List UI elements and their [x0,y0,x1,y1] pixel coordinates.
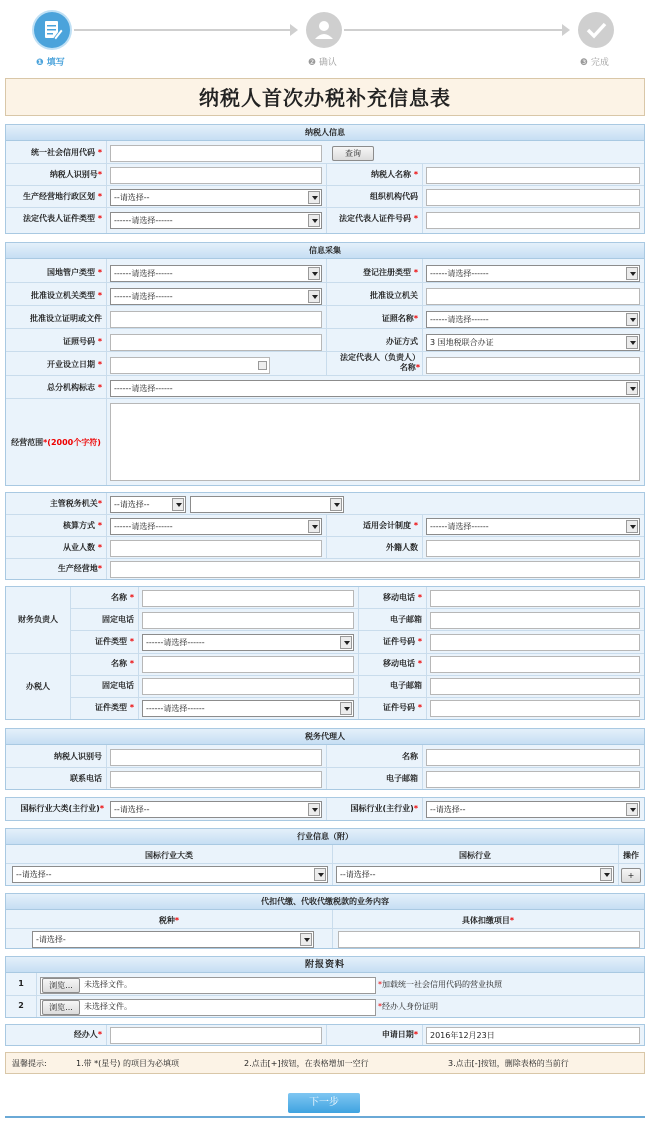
step-label-done: ❸ 完成 [580,58,609,68]
approve-type-select[interactable]: ------请选择------ [110,288,322,305]
label-apply-date: 申请日期* [381,1030,418,1039]
label-approve-doc: 批准设立证明或文件 [30,314,102,323]
label-org-code: 组织机构代码 [370,192,418,201]
label-agent-id: 纳税人识别号 [54,752,102,761]
label-fin-mobile: 移动电话 * [383,593,422,602]
tax-type-select[interactable]: -请选择- [32,931,314,948]
step-arrow [290,24,298,36]
section-title: 行业信息（附） [6,829,644,845]
label-fin-cert-no: 证件号码 * [383,637,422,646]
region-select[interactable]: --请选择-- [110,189,322,206]
edit-icon [34,12,70,48]
fin-name-input[interactable] [142,590,354,607]
agent-email-input[interactable] [426,771,640,788]
label-agent-phone: 联系电话 [70,774,102,783]
file-status-2: 未选择文件。 [84,1002,132,1011]
branch-select[interactable]: ------请选择------ [110,380,640,397]
withhold-item-input[interactable] [338,931,640,948]
label-industry-cat: 国标行业大类(主行业)* [20,804,104,813]
legal-cert-type-select[interactable]: ------请选择------ [110,212,322,229]
extra-industry-cat-select[interactable]: --请选择-- [12,866,328,883]
section-agent [5,728,645,790]
agent-name-input[interactable] [426,749,640,766]
label-taxpayer-name: 纳税人名称 * [371,170,418,179]
label-scope: 经营范围*(2000个字符) [11,438,101,447]
tax-office-select[interactable]: --请选择-- [110,496,186,513]
staff-input[interactable] [110,540,322,557]
tip-3: 3.点击[-]按钮，删除表格的当前行 [448,1059,569,1068]
calendar-icon[interactable] [258,361,267,370]
page-title: 纳税人首次办税补充信息表 [199,86,451,110]
h-cert-no-input[interactable] [430,700,640,717]
check-icon [578,12,614,48]
label-foreign: 外籍人数 [386,543,418,552]
progress-steps [0,0,650,72]
section-industry-extra [5,828,645,886]
label-cert-no: 证照号码 * [63,337,102,346]
h-email-input[interactable] [430,678,640,695]
apply-date-input[interactable]: 2016年12月23日 [426,1027,640,1044]
label-industry: 国标行业(主行业)* [350,804,418,813]
h-phone-input[interactable] [142,678,354,695]
label-fin-cert-type: 证件类型 * [95,637,134,646]
label-tax-office: 主管税务机关* [49,499,102,508]
label-site: 生产经营地* [57,564,102,573]
attach-no-2: 2 [18,1001,24,1010]
h-name-input[interactable] [142,656,354,673]
section-operator [5,1024,645,1046]
section-info-collection [5,242,645,486]
extra-industry-select[interactable]: --请选择-- [336,866,614,883]
cert-no-input[interactable] [110,334,322,351]
footer-divider [5,1116,645,1118]
tip-2: 2.点击[+]按钮，在表格增加一空行 [244,1059,369,1068]
label-finance: 财务负责人 [18,615,58,624]
legal-cert-no-input[interactable] [426,212,640,229]
site-input[interactable] [110,561,640,578]
col-withhold-item: 具体扣缴项目* [461,916,515,925]
industry-select[interactable]: --请选择-- [426,801,640,818]
section-title: 代扣代缴、代收代缴税款的业务内容 [6,894,644,910]
taxpayer-name-input[interactable] [426,167,640,184]
label-h-email: 电子邮箱 [390,681,422,690]
label-approve-type: 批准设立机关类型 * [31,291,102,300]
label-fin-name: 名称 * [111,593,134,602]
label-open-date: 开业设立日期 * [47,360,102,369]
section-contacts [5,586,645,720]
label-h-cert-no: 证件号码 * [383,703,422,712]
accounting-select[interactable]: ------请选择------ [110,518,322,535]
label-accounting: 核算方式 * [63,521,102,530]
fin-cert-no-input[interactable] [430,634,640,651]
credit-code-input[interactable] [110,145,322,162]
section-title: 税务代理人 [6,729,644,745]
h-cert-type-select[interactable]: ------请选择------ [142,700,354,717]
file-status-1: 未选择文件。 [84,980,132,989]
label-legal-rep: 法定代表人（负责人） 名称* [340,353,420,372]
tax-office-sub-select[interactable] [190,496,344,513]
label-way: 办证方式 [386,337,418,346]
label-h-phone: 固定电话 [102,681,134,690]
label-agent-name: 名称 [402,752,418,761]
section-tax-office [5,492,645,580]
add-row-button[interactable]: + [621,868,641,883]
fin-email-input[interactable] [430,612,640,629]
attach-note-1: *加载统一社会信用代码的营业执照 [378,980,502,989]
way-select[interactable]: 3 国地税联合办证 [426,334,640,351]
label-h-mobile: 移动电话 * [383,659,422,668]
acct-sys-select[interactable]: ------请选择------ [426,518,640,535]
taxpayer-id-input[interactable] [110,167,322,184]
browse-button-2[interactable]: 浏览... [42,1000,80,1015]
page-title-box [5,78,645,116]
label-cert-name: 证照名称* [381,314,418,323]
col-industry-cat: 国标行业大类 [145,851,193,860]
section-industry-main [5,797,645,821]
label-legal-cert-no: 法定代表人证件号码 * [339,214,418,223]
label-staff: 从业人数 * [63,543,102,552]
label-agent-email: 电子邮箱 [386,774,418,783]
fin-mobile-input[interactable] [430,590,640,607]
label-acct-sys: 适用会计制度 * [363,521,418,530]
user-icon [306,12,342,48]
attach-note-2: *经办人身份证明 [378,1002,438,1011]
scope-textarea[interactable] [110,403,640,481]
section-taxpayer-info [5,124,645,234]
tips-bar [5,1052,645,1074]
reg-type-select[interactable]: ------请选择------ [426,265,640,282]
col-tax-type: 税种* [158,916,180,925]
step-label-fill: ❶ 填写 [36,58,65,68]
label-reg-type: 登记注册类型 * [363,268,418,277]
agent-id-input[interactable] [110,749,322,766]
cert-name-select[interactable]: ------请选择------ [426,311,640,328]
agent-phone-input[interactable] [110,771,322,788]
industry-cat-select[interactable]: --请选择-- [110,801,322,818]
section-withholding [5,893,645,949]
step-label-confirm: ❷ 确认 [308,58,337,68]
label-branch: 总分机构标志 * [47,383,102,392]
next-step-button[interactable]: 下一步 [288,1093,360,1113]
fin-phone-input[interactable] [142,612,354,629]
tip-1: 1.带 *(星号) 的项目为必填项 [76,1059,179,1068]
gd-type-select[interactable]: ------请选择------ [110,265,322,282]
foreign-input[interactable] [426,540,640,557]
label-gd-type: 国地管户类型 * [47,268,102,277]
col-operation: 操作 [623,851,639,860]
label-credit-code: 统一社会信用代码 * [31,148,102,157]
browse-button-1[interactable]: 浏览... [42,978,80,993]
h-mobile-input[interactable] [430,656,640,673]
label-approve-org: 批准设立机关 [370,291,418,300]
step-connector [344,29,566,31]
label-operator: 经办人* [73,1030,102,1039]
operator-input[interactable] [110,1027,322,1044]
label-legal-cert-type: 法定代表人证件类型 * [23,214,102,223]
label-h-cert-type: 证件类型 * [95,703,134,712]
step-arrow [562,24,570,36]
label-region: 生产经营地行政区划 * [23,192,102,201]
approve-org-input[interactable] [426,288,640,305]
query-button[interactable]: 查询 [332,146,374,161]
open-date-input[interactable] [110,357,270,374]
step-connector [74,29,296,31]
label-h-name: 名称 * [111,659,134,668]
tips-label: 温馨提示: [12,1059,47,1068]
label-taxpayer-id: 纳税人识别号* [49,170,102,179]
section-title: 附报资料 [6,957,644,973]
section-title: 信息采集 [6,243,644,259]
label-fin-email: 电子邮箱 [390,615,422,624]
col-industry: 国标行业 [459,851,491,860]
label-fin-phone: 固定电话 [102,615,134,624]
section-title: 纳税人信息 [6,125,644,141]
fin-cert-type-select[interactable]: ------请选择------ [142,634,354,651]
section-attachments [5,956,645,1018]
org-code-input[interactable] [426,189,640,206]
legal-rep-input[interactable] [426,357,640,374]
attach-no-1: 1 [18,979,24,988]
approve-doc-input[interactable] [110,311,322,328]
label-handler: 办税人 [26,682,50,691]
